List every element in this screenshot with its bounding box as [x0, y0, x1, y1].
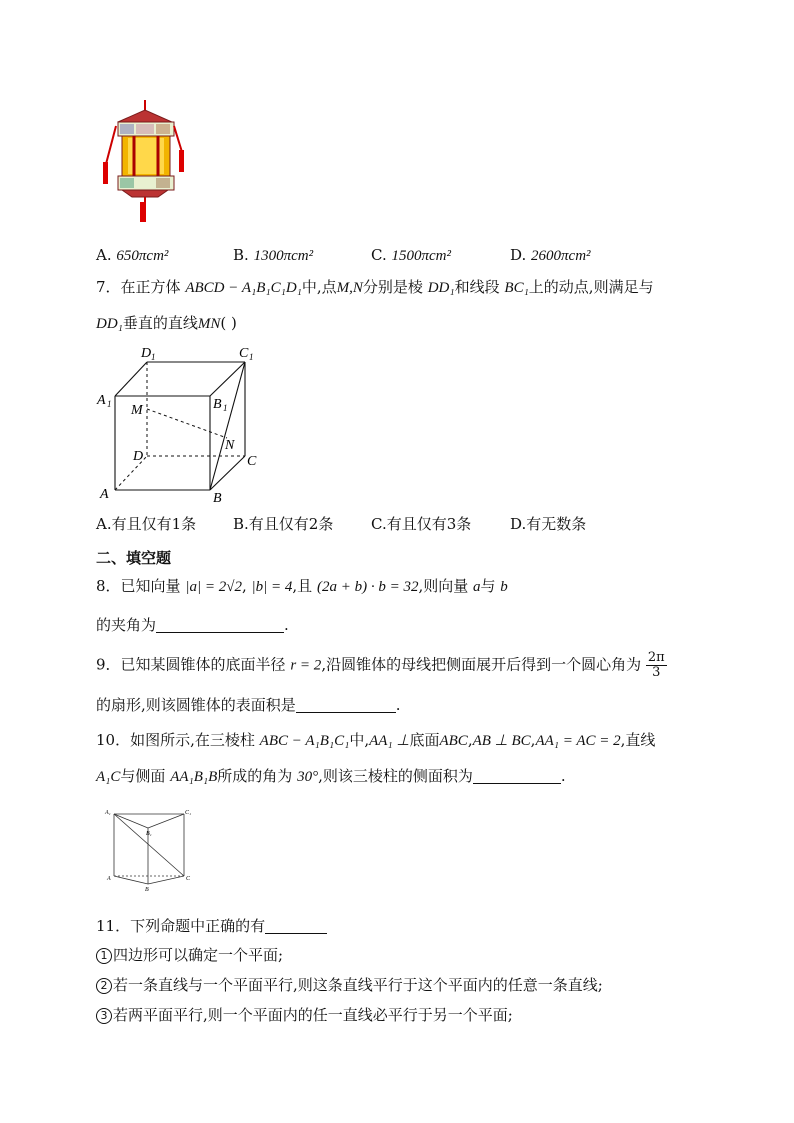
question-number: 10．	[96, 731, 131, 749]
q11-stem	[96, 915, 327, 936]
label-a1: A₁	[105, 810, 111, 816]
math-vector-a: a	[473, 579, 481, 595]
label-a: A	[107, 876, 111, 882]
text: 所成的角为	[217, 767, 293, 785]
math-cond3: (2a + b) · b = 32	[316, 579, 419, 595]
answer-blank[interactable]	[296, 697, 396, 713]
text: 在正方体	[120, 278, 181, 296]
text: 四边形可以确定一个平面;	[113, 946, 284, 964]
question-number: 11．	[96, 917, 131, 935]
label-d: D	[133, 449, 144, 464]
label-d1-sub: 1	[151, 352, 156, 362]
text: ,	[467, 731, 473, 749]
math-angle: 30°	[297, 769, 319, 785]
cube-figure	[95, 342, 270, 507]
option-value: 有且仅有2条	[248, 515, 334, 533]
math-radius: r = 2	[290, 657, 322, 674]
text: ,	[241, 577, 247, 595]
q6-option-a[interactable]	[96, 246, 168, 265]
label-b1: B	[213, 397, 222, 412]
option-letter: C.	[371, 246, 387, 264]
math-abc: ABC	[439, 733, 468, 749]
math-solid: ABCD − A₁B₁C₁D₁	[185, 280, 302, 296]
q8-line1	[96, 575, 508, 596]
label-c1-sub: 1	[249, 352, 254, 362]
fraction-denominator: 3	[652, 665, 661, 680]
question-number: 8．	[96, 577, 121, 595]
text: 的扇形,则该圆锥体的表面积是	[96, 696, 296, 714]
option-value: 650πcm²	[116, 248, 169, 264]
text: ,直线	[620, 731, 656, 749]
text: 若一条直线与一个平面平行,则这条直线平行于这个平面内的任意一条直线;	[113, 976, 603, 994]
q6-option-b[interactable]	[233, 246, 313, 265]
label-c1: C	[239, 346, 249, 361]
circled-number: 1	[96, 948, 112, 964]
label-d1: D	[141, 346, 152, 361]
label-c1: C₁	[185, 810, 192, 816]
math-perp2: AB ⊥ BC	[472, 733, 531, 749]
label-b: B	[145, 887, 149, 891]
math-edge: DD₁	[96, 316, 123, 332]
q10-line1	[96, 729, 655, 750]
math-prism: ABC − A₁B₁C₁	[259, 733, 350, 749]
math-perp: AA₁ ⊥	[369, 733, 410, 749]
text: 已知某圆锥体的底面半径	[120, 655, 286, 674]
q7-option-c[interactable]	[371, 513, 471, 534]
math-edge: DD₁	[427, 280, 455, 296]
fraction-numerator: 2π	[647, 650, 665, 665]
math-face: AA₁B₁B	[170, 769, 218, 785]
q11-item-1	[96, 944, 283, 965]
text: 与	[480, 577, 496, 595]
label-b1: B₁	[146, 831, 152, 837]
option-value: 有且仅有1条	[111, 515, 197, 533]
label-b1-sub: 1	[223, 403, 228, 413]
q7-option-d[interactable]	[510, 513, 586, 534]
option-letter: A.	[96, 515, 112, 533]
circled-number: 2	[96, 978, 112, 994]
label-a1: A	[97, 393, 106, 408]
question-number: 7．	[96, 278, 121, 296]
prism-figure	[104, 806, 194, 891]
text: 的夹角为	[96, 616, 157, 634]
q10-line2	[96, 765, 566, 786]
math-mn: MN	[197, 316, 221, 332]
text: 若两平面平行,则一个平面内的任一直线必平行于另一个平面;	[113, 1006, 513, 1024]
label-c: C	[186, 876, 191, 882]
answer-blank[interactable]	[156, 617, 284, 633]
label-c: C	[247, 454, 257, 469]
text: 下列命题中正确的有	[130, 917, 266, 935]
option-letter: D.	[510, 246, 527, 264]
text: ,则该三棱柱的侧面积为	[318, 767, 473, 785]
text: .	[560, 767, 566, 785]
text: 与侧面	[120, 767, 166, 785]
text: ,且	[292, 577, 313, 595]
option-letter: B.	[233, 515, 249, 533]
option-letter: C.	[371, 515, 387, 533]
option-letter: D.	[510, 515, 527, 533]
q6-option-c[interactable]	[371, 246, 451, 265]
option-letter: B.	[233, 246, 249, 264]
fraction-2pi-3	[646, 651, 667, 680]
section-heading: 二、填空题	[96, 549, 172, 567]
math-vector-b: b	[500, 579, 508, 595]
text: 上的动点,则满足与	[528, 278, 654, 296]
option-value: 1500πcm²	[391, 248, 452, 264]
text: 分别是棱	[362, 278, 423, 296]
q7-line2	[96, 312, 237, 333]
q8-line2	[96, 614, 289, 635]
text: ,沿圆锥体的母线把侧面展开后得到一个圆心角为	[321, 655, 642, 674]
q9-line1	[96, 651, 667, 680]
text: 中,	[349, 731, 370, 749]
lantern-illustration	[98, 100, 188, 225]
q11-item-3	[96, 1004, 513, 1025]
answer-blank[interactable]	[473, 768, 561, 784]
text: .	[395, 696, 401, 714]
text: 已知向量	[120, 577, 181, 595]
q7-option-a[interactable]	[96, 513, 196, 534]
text: 底面	[409, 731, 440, 749]
label-a: A	[100, 487, 109, 502]
circled-number: 3	[96, 1008, 112, 1024]
text: .	[284, 616, 289, 634]
label-n: N	[225, 438, 235, 453]
math-cond1: |a| = 2√2	[185, 579, 242, 595]
text: 垂直的直线	[122, 314, 198, 332]
question-number: 9．	[96, 655, 121, 674]
answer-parens: ( )	[220, 314, 237, 332]
math-line: A₁C	[96, 769, 121, 785]
q7-option-b[interactable]	[233, 513, 333, 534]
text: ,	[530, 731, 536, 749]
q9-line2	[96, 694, 401, 715]
option-letter: A.	[96, 246, 112, 264]
answer-blank[interactable]	[265, 918, 327, 934]
text: 和线段	[454, 278, 500, 296]
label-a1-sub: 1	[107, 399, 112, 409]
option-value: 2600πcm²	[531, 248, 591, 264]
math-equal: AA₁ = AC = 2	[535, 733, 621, 749]
math-mn: M,N	[336, 280, 363, 296]
q6-option-d[interactable]	[510, 246, 591, 265]
q11-item-2	[96, 974, 603, 995]
text: ,则向量	[418, 577, 469, 595]
math-segment: BC₁	[504, 280, 529, 296]
text: 如图所示,在三棱柱	[130, 731, 255, 749]
label-b: B	[213, 491, 222, 506]
text: 中,点	[301, 278, 337, 296]
option-value: 有且仅有3条	[386, 515, 472, 533]
math-cond2: |b| = 4	[251, 579, 293, 595]
option-value: 1300πcm²	[253, 248, 314, 264]
label-m: M	[131, 403, 143, 418]
q7-line1	[96, 276, 654, 297]
option-value: 有无数条	[526, 515, 587, 533]
